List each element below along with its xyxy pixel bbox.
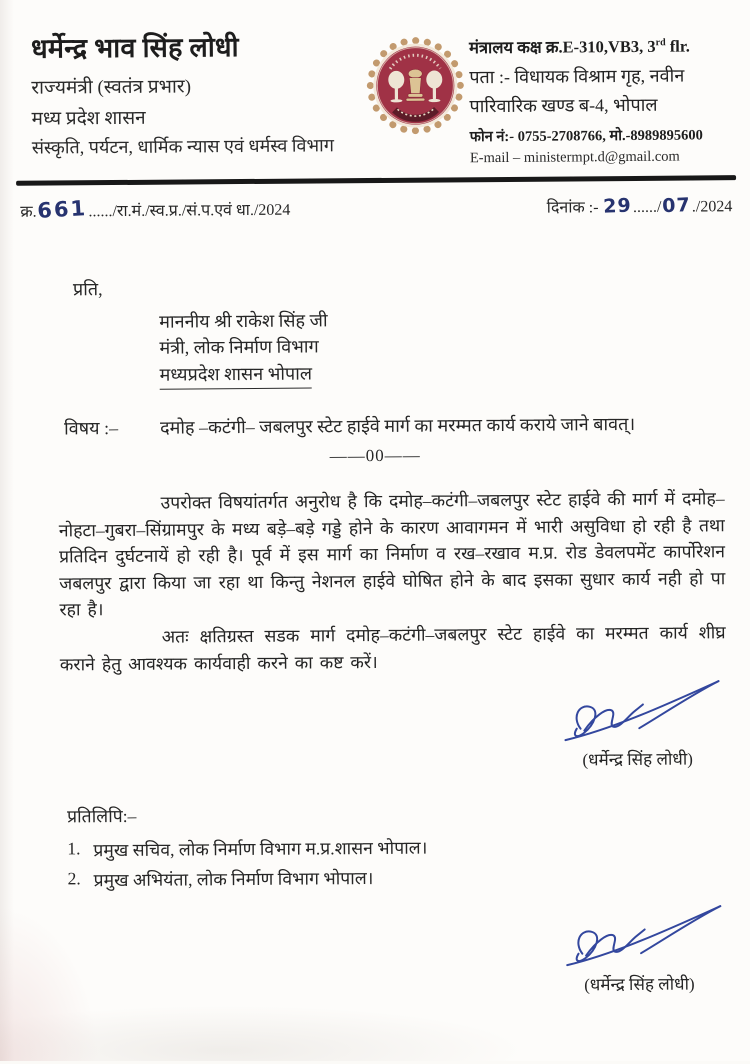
recipient-designation: मंत्री, लोक निर्माण विभाग: [159, 336, 319, 358]
letter-reference-number: क्र.661....../रा.मं./स्व.प्र./सं.प.एवं धा./2024: [20, 195, 291, 223]
subject-line: [0, 385, 750, 441]
letterhead-right-block: [469, 23, 732, 167]
mp-government-emblem-icon: [361, 25, 470, 168]
signature-block-2: [544, 903, 735, 995]
ordinal-superscript: rd: [655, 37, 666, 49]
copy-item-number: 2.: [67, 868, 81, 889]
phone-numbers: फोन नं:- 0755-2708766, मो.-8989895600: [469, 127, 703, 146]
subject-text: दमोह –कटंगी– जबलपुर स्टेट हाईवे मार्ग का मरम्मत कार्य कराये जाने बावत्।: [159, 414, 636, 439]
minister-name: धर्मेन्द्र भाव सिंह लोधी: [30, 32, 239, 64]
department-name: संस्कृति, पर्यटन, धार्मिक न्यास एवं धर्मस्व विभाग: [31, 135, 335, 158]
handwritten-signature-icon: [550, 903, 729, 976]
handwritten-letter-number: 661: [36, 195, 89, 223]
office-address-line2: पारिवारिक खण्ड ब-4, भोपाल: [469, 94, 658, 117]
reference-line: [0, 180, 748, 222]
body-paragraph-1: उपरोक्त विषयांतर्गत अनुरोध है कि दमोह–कटंगी–जबलपुर स्टेट हाईवे की मार्ग में दमोह–नोहटा–गुबरा–सिंग्रामपुर के मध्य बड़े–बड़े गड्डे होने के कारण आवागमन में भारी असुविधा हो रही है तथा प्रतिदिन दुर्घटनायें हो रही है। पूर्व में इस मार्ग का निर्माण व रख–रखाव म.प्र. रोड डेवलपमेंट कार्पोरेशन जबलपुर द्वारा किया जा रहा था किन्तु नेशनल हाईवे घोषित होने के बाद इसका सुधार कार्य नही हो पा रहा है।: [58, 488, 726, 620]
office-room: मंत्रालय कक्ष क्र.E-310,VB3, 3rd flr.: [468, 36, 690, 58]
copies-section: [3, 769, 750, 893]
salutation: प्रति,: [72, 278, 103, 299]
letter-date: दिनांक :- 29....../07./2024: [546, 193, 733, 218]
copies-heading: प्रतिलिपि:–: [66, 805, 137, 827]
email-address: E-mail – ministermpt.d@gmail.com: [469, 148, 680, 167]
subject-divider: ——00——: [329, 446, 421, 466]
recipient-location: मध्यप्रदेश शासन भोपाल: [159, 357, 749, 390]
signatory-name: (धर्मेन्द्र सिंह लोधी): [582, 749, 693, 770]
handwritten-date-month: 07: [661, 193, 692, 217]
signature-block-1: [542, 678, 733, 770]
recipient-block: [0, 216, 750, 392]
handwritten-date-day: 29: [603, 193, 633, 218]
office-address-line1: पता :- विधायक विश्राम गृह, नवीन: [469, 65, 685, 88]
letterhead-left-block: [31, 26, 362, 171]
government-name: मध्य प्रदेश शासन: [31, 107, 146, 130]
minister-title: राज्यमंत्री (स्वतंत्र प्रभार): [31, 76, 192, 99]
subject-label: विषय :–: [63, 418, 119, 439]
body-paragraph-2: अतः क्षतिग्रस्त सडक मार्ग दमोह–कटंगी–जबलपुर स्टेट हाईवे का मरम्मत कार्य शीघ्र कराने हेतु आवश्यक कार्यवाही करने का कष्ट करें।: [59, 622, 726, 675]
recipient-name: माननीय श्री राकेश सिंह जी: [159, 309, 328, 332]
copy-item-number: 1.: [67, 838, 81, 859]
letterhead: [0, 0, 748, 171]
recipient-address: [73, 296, 750, 391]
signatory-name: (धर्मेन्द्र सिंह लोधी): [584, 974, 695, 995]
copy-item-text: प्रमुख अभियंता, लोक निर्माण विभाग भोपाल।: [93, 868, 374, 891]
handwritten-signature-icon: [548, 678, 727, 751]
copy-item-text: प्रमुख सचिव, लोक निर्माण विभाग म.प्र.शासन भोपाल।: [93, 837, 428, 861]
copy-item: [67, 863, 750, 892]
copy-item: [67, 833, 750, 862]
